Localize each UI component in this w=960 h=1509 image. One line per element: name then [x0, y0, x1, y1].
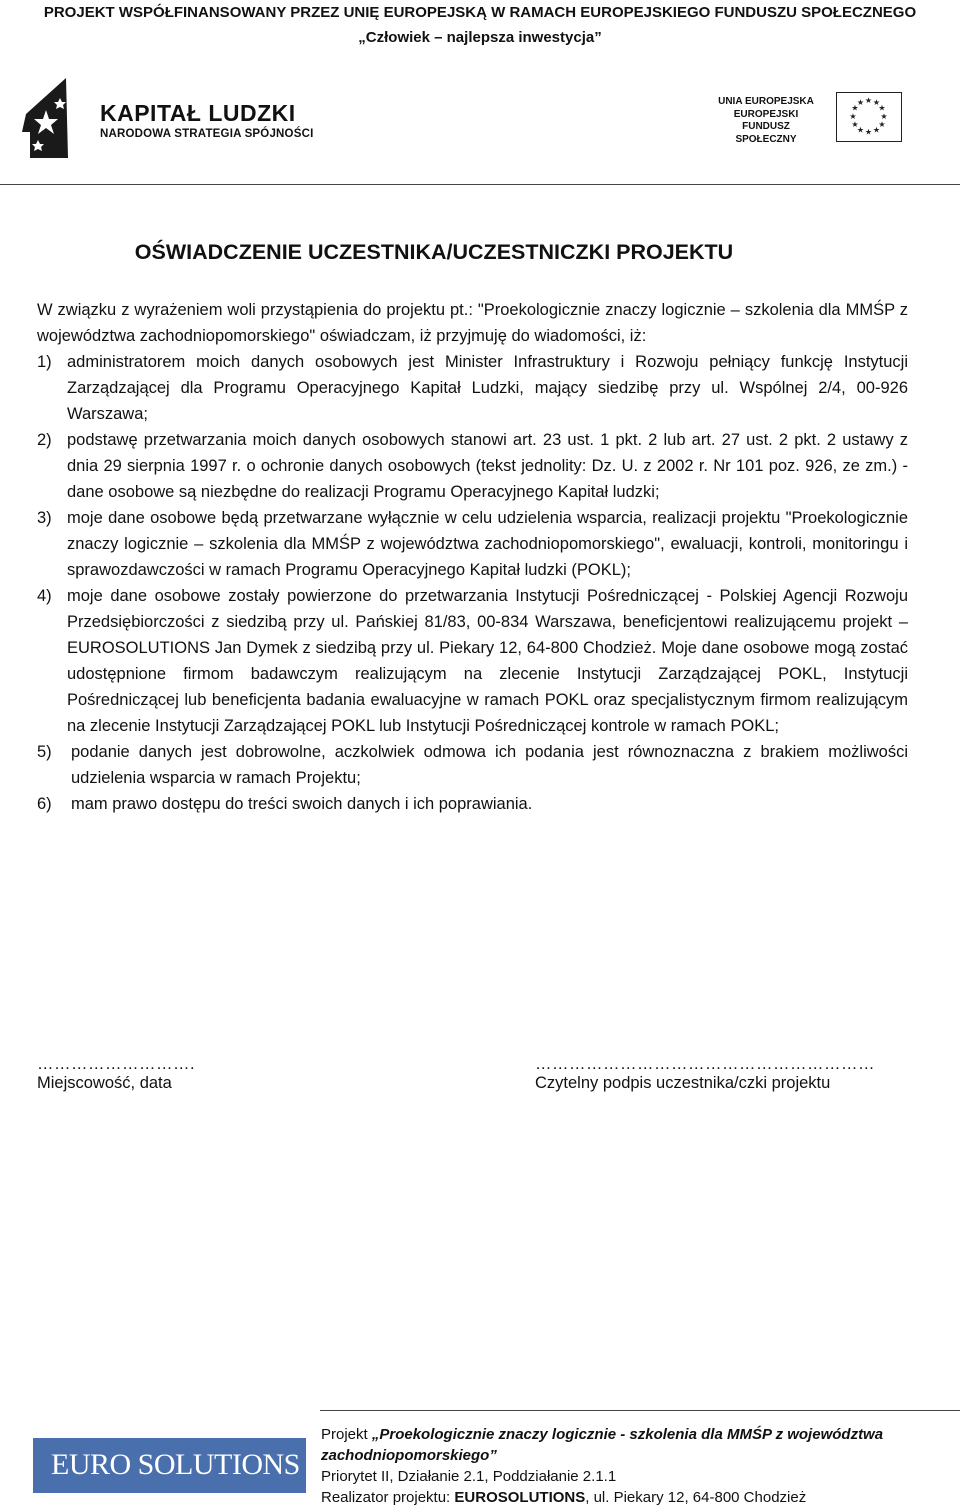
list-item-text: moje dane osobowe zostały powierzone do przetwarzania Instytucji Pośredniczącej - Polskiej Agencji Rozwoju Przedsiębiorczości z siedzibą przy ul. Pańskiej 81/83, 00-834 Warszawa, beneficjentowi realizującemu projekt – EUROSOLUTIONS Jan Dymek z siedzibą przy ul. Piekary 12, 64-800 Chodzież. Moje dane osobowe mogą zostać udostępnione firmom badawczym realizującym na zlecenie Instytucji Zarządzającej POKL, Instytucji Pośredniczącej lub beneficjenta badania ewaluacyjne w ramach POKL oraz specjalistycznym firmom realizującym na zlecenie Instytucji Zarządzającej POKL lub Instytucji Pośredniczącej kontrole w ramach POKL;: [67, 587, 908, 735]
list-item-number: 6): [37, 795, 52, 813]
svg-text:★: ★: [872, 98, 881, 107]
eu-logo: [714, 90, 904, 146]
footer-realizer-line: [321, 1487, 941, 1508]
svg-text:★: ★: [851, 120, 859, 129]
svg-text:★: ★: [849, 112, 857, 121]
document-title: OŚWIADCZENIE UCZESTNIKA/UCZESTNICZKI PROJEKTU: [134, 240, 734, 264]
eu-flag-icon: [836, 92, 902, 142]
eu-logo-line: FUNDUSZ SPOŁECZNY: [735, 121, 797, 145]
logo-title: KAPITAŁ LUDZKI: [100, 100, 296, 126]
signature-dotted-line: ……………………………………………………: [535, 1055, 875, 1073]
svg-text:★: ★: [864, 96, 873, 105]
list-item-number: 1): [37, 353, 52, 371]
list-item: [37, 583, 908, 739]
list-item-text: moje dane osobowe będą przetwarzane wyłącznie w celu udzielenia wsparcia, realizacji projektu "Proekologicznie znaczy logicznie – szkolenia dla MMŚP z województwa zachodniopomorskiego", ewaluacji, kontroli, monitoringu i sprawozdawczości w ramach Programu Operacyjnego Kapitał ludzki (POKL);: [67, 509, 908, 579]
footer-divider: [320, 1410, 960, 1411]
eu-logo-line: UNIA EUROPEJSKA: [718, 96, 814, 107]
list-item-number: 4): [37, 587, 52, 605]
header-slogan: „Człowiek – najlepsza inwestycja”: [358, 29, 602, 46]
list-item: [37, 349, 908, 427]
statement-body: [37, 297, 908, 817]
list-item-number: 2): [37, 431, 52, 449]
signature-label: Miejscowość, data: [37, 1074, 172, 1092]
svg-text:★: ★: [880, 112, 888, 121]
header-cofinancing-line: PROJEKT WSPÓŁFINANSOWANY PRZEZ UNIĘ EUROPEJSKĄ W RAMACH EUROPEJSKIEGO FUNDUSZU SPOŁECZNEGO: [43, 4, 917, 21]
eurosolutions-logo: [33, 1438, 306, 1493]
intro-paragraph: W związku z wyrażeniem woli przystąpienia do projektu pt.: "Proekologicznie znaczy logicznie – szkolenia dla MMŚP z województwa zachodniopomorskiego" oświadczam, iż przyjmuję do wiadomości, iż:: [37, 301, 908, 345]
footer-project-line: [321, 1424, 941, 1466]
list-item-text: mam prawo dostępu do treści swoich danych i ich poprawiania.: [71, 795, 533, 813]
list-item-number: 3): [37, 509, 52, 527]
list-item-number: 5): [37, 743, 52, 761]
eu-logo-text: [716, 96, 816, 146]
svg-text:★: ★: [851, 103, 859, 113]
list-item-text: podstawę przetwarzania moich danych osobowych stanowi art. 23 ust. 1 pkt. 2 lub art. 27 ust. 2 pkt. 2 ustawy z dnia 29 sierpnia 1997 r. o ochronie danych osobowych (tekst jednolity: Dz. U. z 2002 r. Nr 101 poz. 926, ze zm.) - dane osobowe są niezbędne do realizacji Programu Operacyjnego Kapitał ludzki;: [67, 431, 908, 501]
footer-project-prefix: Projekt: [321, 1426, 372, 1443]
header-divider: [0, 184, 960, 185]
logo-subtitle: NARODOWA STRATEGIA SPÓJNOŚCI: [100, 128, 314, 140]
list-item: [37, 791, 908, 817]
list-item-text: podanie danych jest dobrowolne, aczkolwiek odmowa ich podania jest równoznaczna z brakiem możliwości udzielenia wsparcia w ramach Projektu;: [71, 743, 908, 787]
kapital-ludzki-emblem-icon: [16, 74, 82, 162]
footer-priority: Priorytet II, Działanie 2.1, Poddziałanie 2.1.1: [321, 1468, 617, 1485]
footer-info: [321, 1424, 941, 1508]
list-item: [37, 505, 908, 583]
list-item-text: administratorem moich danych osobowych jest Minister Infrastruktury i Rozwoju pełniący funkcję Instytucji Zarządzającej dla Programu Operacyjnego Kapitał Ludzki, mający siedzibę przy ul. Wspólnej 2/4, 00-926 Warszawa;: [67, 353, 908, 423]
signature-dotted-line: ……………………….: [37, 1055, 196, 1073]
eu-logo-line: EUROPEJSKI: [733, 108, 799, 120]
eurosolutions-logo-text: EURO SOLUTIONS: [51, 1448, 300, 1481]
svg-text:★: ★: [872, 125, 881, 135]
place-date-signature-field: [37, 1055, 195, 1093]
svg-text:★: ★: [878, 103, 886, 113]
footer-realizer-address: , ul. Piekary 12, 64-800 Chodzież: [585, 1489, 807, 1506]
footer-project-name: „Proekologicznie znaczy logicznie - szkolenia dla MMŚP z województwa zachodniopomorskiego”: [321, 1426, 884, 1464]
footer-realizer-name: EUROSOLUTIONS: [454, 1489, 586, 1506]
signature-label: Czytelny podpis uczestnika/czki projektu: [535, 1074, 831, 1092]
svg-text:★: ★: [864, 127, 873, 137]
participant-signature-field: [535, 1055, 875, 1093]
svg-text:★: ★: [856, 125, 865, 135]
svg-text:★: ★: [878, 120, 886, 129]
list-item: [37, 427, 908, 505]
kapital-ludzki-logo: [16, 74, 316, 162]
list-item: [37, 739, 908, 791]
footer-realizer-prefix: Realizator projektu:: [321, 1489, 455, 1506]
svg-text:★: ★: [856, 98, 865, 107]
